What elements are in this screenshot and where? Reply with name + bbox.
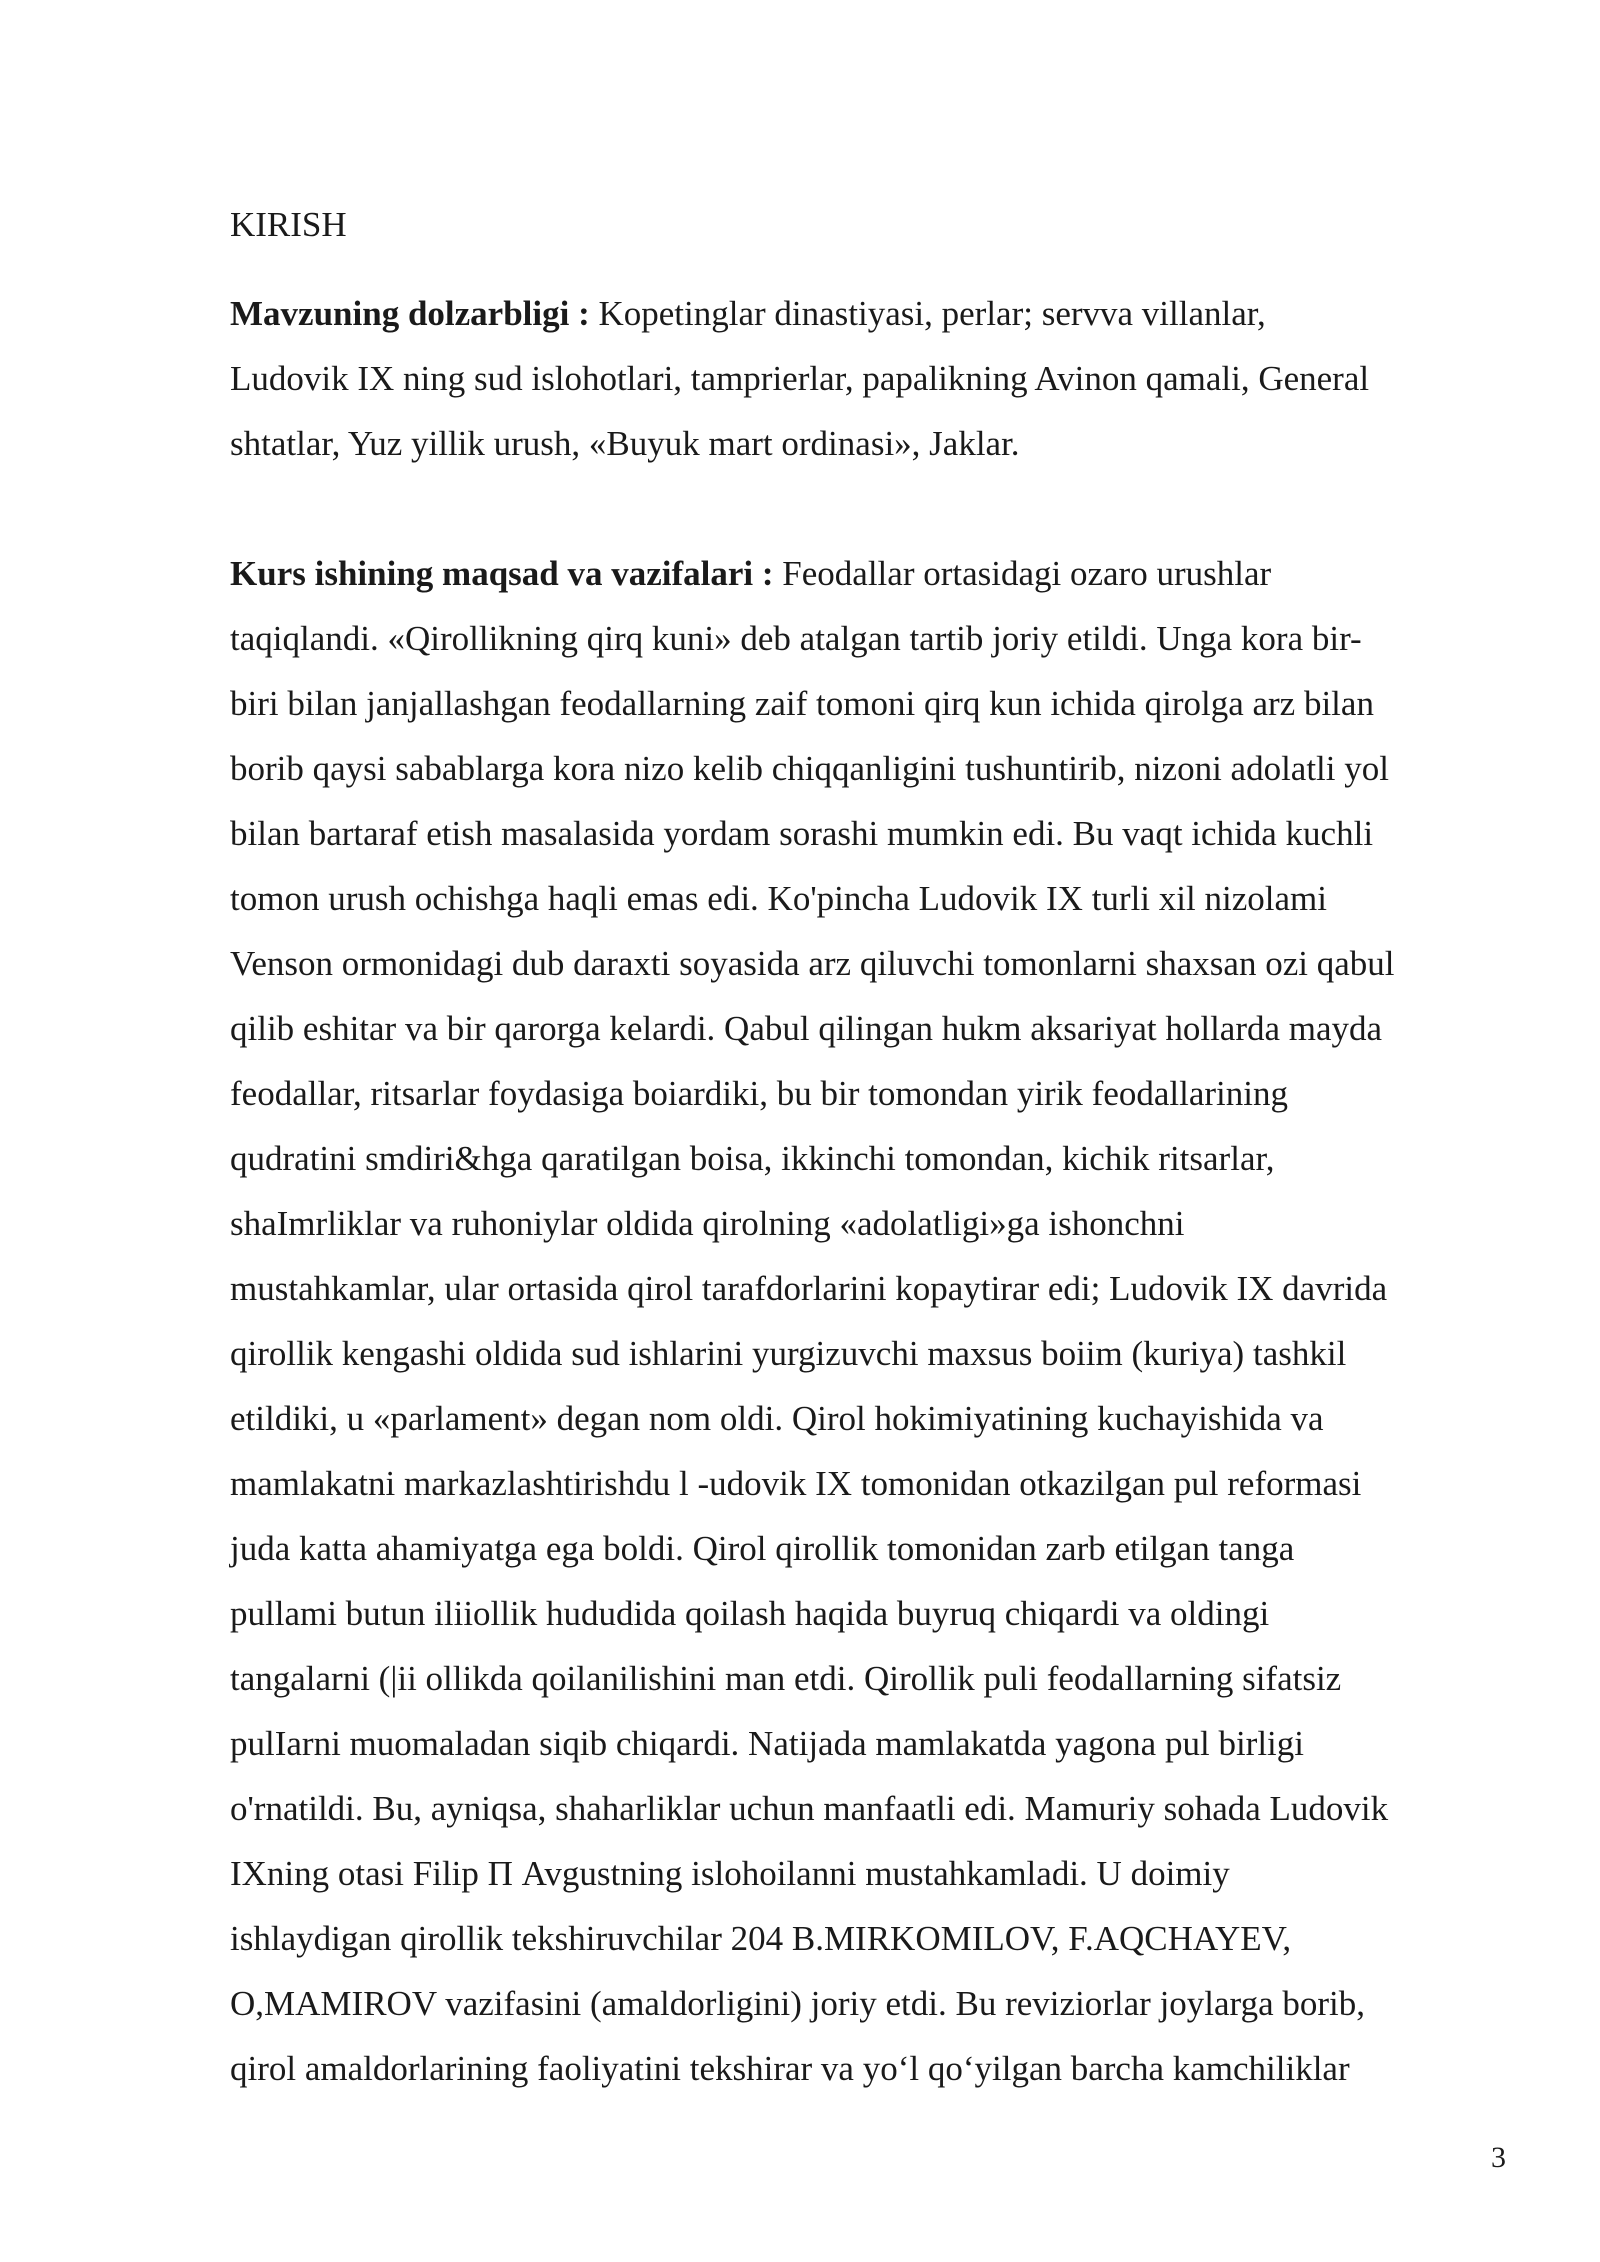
text-line: qirol amaldorlarining faoliyatini tekshirar va yo‘l qo‘yilgan barcha kamchiliklar — [230, 2049, 1350, 2088]
text-line: qilib eshitar va bir qarorga kelardi. Qabul qilingan hukm aksariyat hollarda mayda — [230, 1009, 1383, 1048]
text-line: O,MAMIROV vazifasini (amaldorligini) joriy etdi. Bu reviziorlar joylarga borib, — [230, 1984, 1365, 2023]
text-line: shaImrliklar va ruhoniylar oldida qirolning «adolatligi»ga ishonchni — [230, 1204, 1185, 1243]
page-content — [230, 192, 1500, 2101]
paragraph-relevance — [230, 281, 1500, 476]
text-line: mamlakatni markazlashtirishdu l -udovik IX tomonidan otkazilgan pul reformasi — [230, 1464, 1362, 1503]
text-line: taqiqlandi. «Qirollikning qirq kuni» deb atalgan tartib joriy etildi. Unga kora bir- — [230, 619, 1362, 658]
section-heading: KIRISH — [230, 205, 347, 244]
text-line: borib qaysi sabablarga kora nizo kelib chiqqanligini tushuntirib, nizoni adolatli yol — [230, 749, 1389, 788]
text-line: tomon urush ochishga haqli emas edi. Ko'pincha Ludovik IX turli xil nizolami — [230, 879, 1327, 918]
page-number: 3 — [1491, 2141, 1506, 2174]
text-line: etildiki, u «parlament» degan nom oldi. Qirol hokimiyatining kuchayishida va — [230, 1399, 1324, 1438]
text-line: shtatlar, Yuz yillik urush, «Buyuk mart ordinasi», Jaklar. — [230, 424, 1020, 463]
text-line — [230, 541, 1500, 606]
text-line: qudratini smdiri&hga qaratilgan boisa, ikkinchi tomondan, kichik ritsarlar, — [230, 1139, 1275, 1178]
line-text: Feodallar ortasidagi ozaro urushlar — [773, 554, 1272, 593]
text-line: o'rnatildi. Bu, ayniqsa, shaharliklar uchun manfaatli edi. Mamuriy sohada Ludovik — [230, 1789, 1389, 1828]
text-line: IXning otasi Filip Π Avgustning islohoilanni mustahkamladi. U doimiy — [230, 1854, 1230, 1893]
paragraph-label: Mavzuning dolzarbligi : — [230, 294, 590, 333]
text-line: pulIarni muomaladan siqib chiqardi. Natijada mamlakatda yagona pul birligi — [230, 1724, 1304, 1763]
text-line: tangalarni (|ii ollikda qoilanilishini man etdi. Qirollik puli feodallarning sifatsiz — [230, 1659, 1342, 1698]
paragraph-label: Kurs ishining maqsad va vazifalari : — [230, 554, 774, 593]
text-line: pullami butun iliiollik hududida qoilash haqida buyruq chiqardi va oldingi — [230, 1594, 1270, 1633]
text-line: juda katta ahamiyatga ega boldi. Qirol qirollik tomonidan zarb etilgan tanga — [230, 1529, 1295, 1568]
text-line: qirollik kengashi oldida sud ishlarini yurgizuvchi maxsus boiim (kuriya) tashkil — [230, 1334, 1347, 1373]
text-line: Ludovik IX ning sud islohotlari, tamprierlar, papalikning Avinon qamali, General — [230, 359, 1370, 398]
text-line: ishlaydigan qirollik tekshiruvchilar 204 B.MIRKOMILOV, F.AQCHAYEV, — [230, 1919, 1292, 1958]
paragraph-goals — [230, 541, 1500, 2101]
text-line: Venson ormonidagi dub daraxti soyasida arz qiluvchi tomonlarni shaxsan ozi qabul — [230, 944, 1395, 983]
text-line — [230, 281, 1500, 346]
line-text: Kopetinglar dinastiyasi, perlar; servva villanlar, — [589, 294, 1266, 333]
text-line: mustahkamlar, ular ortasida qirol tarafdorlarini kopaytirar edi; Ludovik IX davrida — [230, 1269, 1388, 1308]
text-line: bilan bartaraf etish masalasida yordam sorashi mumkin edi. Bu vaqt ichida kuchli — [230, 814, 1374, 853]
text-line: biri bilan janjallashgan feodallarning zaif tomoni qirq kun ichida qirolga arz bilan — [230, 684, 1374, 723]
spacer — [230, 476, 1500, 541]
text-line: feodallar, ritsarlar foydasiga boiardiki, bu bir tomondan yirik feodallarining — [230, 1074, 1288, 1113]
spacer — [230, 257, 1500, 281]
